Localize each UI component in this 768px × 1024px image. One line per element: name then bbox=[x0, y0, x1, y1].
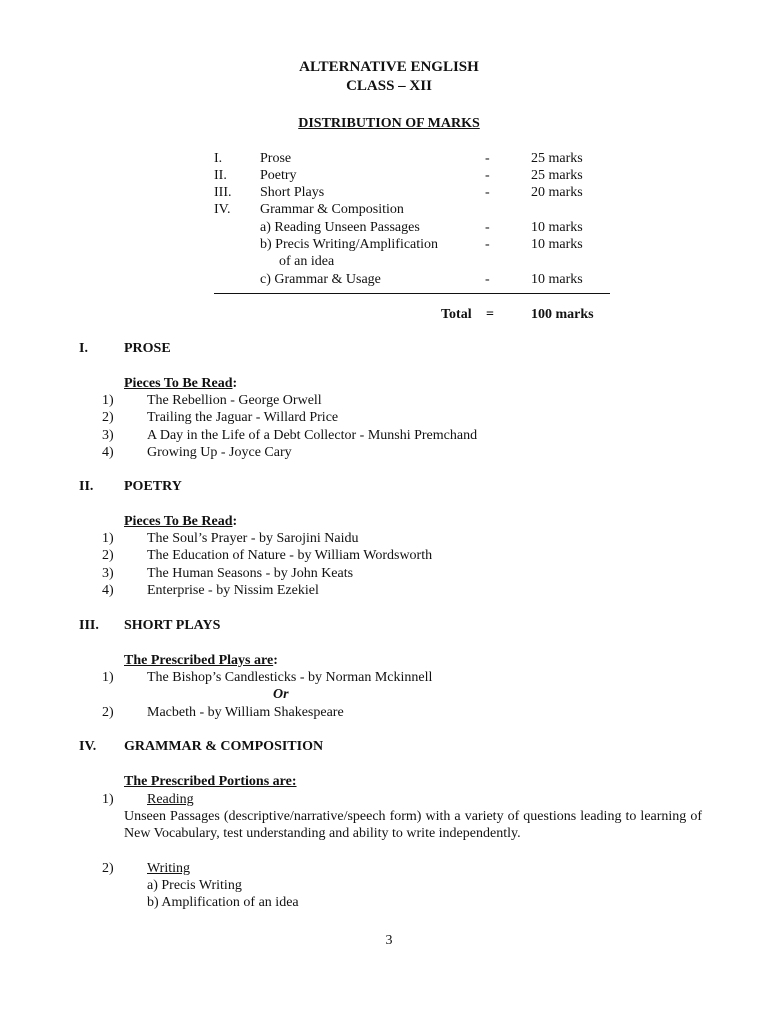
dist-subrow-marks: 10 marks bbox=[531, 237, 583, 252]
section-number: III. bbox=[79, 618, 99, 633]
list-item: Macbeth - by William Shakespeare bbox=[147, 705, 344, 720]
list-item-number: 1) bbox=[102, 393, 114, 408]
document-title: ALTERNATIVE ENGLISH bbox=[299, 59, 479, 75]
writing-item: a) Precis Writing bbox=[147, 878, 242, 893]
dist-subrow-dash: - bbox=[485, 272, 490, 287]
subheading-colon: : bbox=[273, 653, 278, 668]
dist-subrow-label: a) Reading Unseen Passages bbox=[260, 220, 420, 235]
dist-subrow-label: b) Precis Writing/Amplification bbox=[260, 237, 439, 252]
dist-subrow-dash: - bbox=[485, 237, 490, 252]
dist-row-marks: 25 marks bbox=[531, 168, 583, 183]
dist-subrow-label: of an idea bbox=[279, 254, 335, 269]
dist-row-dash: - bbox=[485, 185, 490, 200]
dist-row-num: IV. bbox=[214, 202, 231, 217]
dist-row-num: I. bbox=[214, 151, 223, 166]
list-item-number: 1) bbox=[102, 670, 114, 685]
list-item-number: 2) bbox=[102, 861, 114, 876]
list-item-number: 3) bbox=[102, 566, 114, 581]
writing-item: b) Amplification of an idea bbox=[147, 895, 299, 910]
section-number: II. bbox=[79, 479, 94, 494]
section-heading: SHORT PLAYS bbox=[124, 618, 221, 633]
dist-row-num: III. bbox=[214, 185, 232, 200]
list-item-number: 4) bbox=[102, 445, 114, 460]
subheading-text: Pieces To Be Read bbox=[124, 514, 233, 529]
dist-row-label: Prose bbox=[260, 151, 292, 166]
list-item-number: 1) bbox=[102, 531, 114, 546]
dist-row-dash: - bbox=[485, 151, 490, 166]
list-item: Growing Up - Joyce Cary bbox=[147, 445, 292, 460]
list-item: Trailing the Jaguar - Willard Price bbox=[147, 410, 339, 425]
list-item: Enterprise - by Nissim Ezekiel bbox=[147, 583, 319, 598]
dist-row-marks: 20 marks bbox=[531, 185, 583, 200]
list-item-number: 2) bbox=[102, 548, 114, 563]
section-subheading bbox=[124, 652, 278, 669]
distribution-heading bbox=[0, 115, 768, 132]
list-item-number: 2) bbox=[102, 410, 114, 425]
total-label: Total bbox=[441, 307, 472, 322]
section-heading: POETRY bbox=[124, 479, 182, 494]
section-number: IV. bbox=[79, 739, 97, 754]
dist-subrow-label: c) Grammar & Usage bbox=[260, 272, 381, 287]
dist-row-num: II. bbox=[214, 168, 227, 183]
total-equals: = bbox=[486, 307, 494, 322]
list-item: The Soul’s Prayer - by Sarojini Naidu bbox=[147, 531, 359, 546]
class-heading: CLASS – XII bbox=[346, 78, 432, 94]
dist-subrow-marks: 10 marks bbox=[531, 220, 583, 235]
list-item-number: 3) bbox=[102, 428, 114, 443]
section-subheading bbox=[124, 375, 237, 392]
subheading-text: Pieces To Be Read bbox=[124, 376, 233, 391]
section-heading: GRAMMAR & COMPOSITION bbox=[124, 739, 324, 754]
list-item-number: 2) bbox=[102, 705, 114, 720]
list-item: The Rebellion - George Orwell bbox=[147, 393, 322, 408]
list-item: A Day in the Life of a Debt Collector - Munshi Premchand bbox=[147, 428, 478, 443]
subheading-colon: : bbox=[232, 376, 238, 391]
list-item: The Bishop’s Candlesticks - by Norman Mckinnell bbox=[147, 670, 433, 685]
total-value: 100 marks bbox=[531, 307, 594, 322]
subheading-colon: : bbox=[232, 514, 238, 529]
subheading-text: The Prescribed Plays are bbox=[124, 653, 274, 668]
dist-row-label: Grammar & Composition bbox=[260, 202, 404, 217]
page-number: 3 bbox=[385, 933, 393, 948]
total-divider bbox=[214, 293, 610, 294]
or-separator: Or bbox=[273, 687, 289, 702]
dist-row-label: Short Plays bbox=[260, 185, 325, 200]
section-subheading bbox=[124, 513, 237, 530]
list-item: The Education of Nature - by William Wordsworth bbox=[147, 548, 433, 563]
section-heading: PROSE bbox=[124, 341, 171, 356]
reading-title: Reading bbox=[147, 792, 194, 807]
dist-subrow-dash: - bbox=[485, 220, 490, 235]
list-item-number: 4) bbox=[102, 583, 114, 598]
section-number: I. bbox=[79, 341, 88, 356]
writing-title: Writing bbox=[147, 861, 190, 876]
list-item-number: 1) bbox=[102, 792, 114, 807]
dist-row-marks: 25 marks bbox=[531, 151, 583, 166]
distribution-heading-text: DISTRIBUTION OF MARKS bbox=[298, 116, 480, 131]
list-item: The Human Seasons - by John Keats bbox=[147, 566, 354, 581]
dist-row-label: Poetry bbox=[260, 168, 297, 183]
reading-description: Unseen Passages (descriptive/narrative/speech form) with a variety of questions leading to learning of New Vocabulary, test understanding and ability to write independently. bbox=[124, 809, 702, 841]
dist-row-dash: - bbox=[485, 168, 490, 183]
dist-subrow-marks: 10 marks bbox=[531, 272, 583, 287]
section-subheading: The Prescribed Portions are: bbox=[124, 774, 297, 789]
